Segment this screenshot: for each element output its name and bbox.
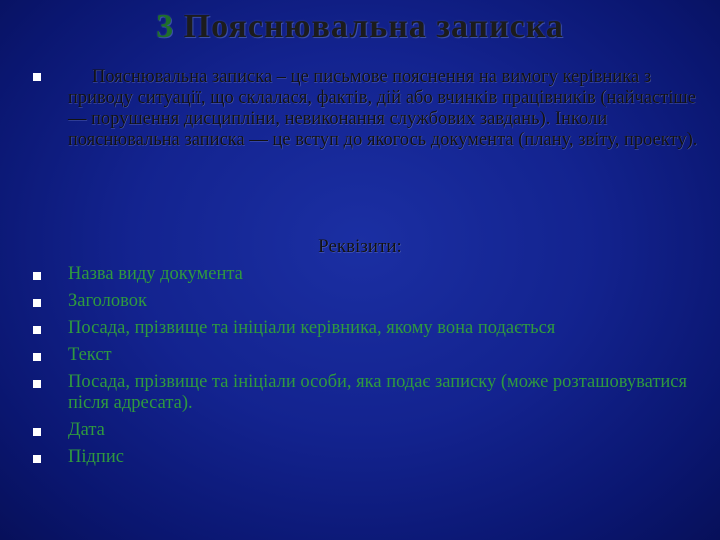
list-item: Заголовок: [68, 291, 147, 311]
list-item: Посада, прізвище та ініціали керівника, якому вона подається: [68, 318, 556, 338]
list-item: Назва виду документа: [68, 264, 243, 284]
bullet-icon: [33, 299, 41, 307]
list-item: Текст: [68, 345, 112, 365]
slide-title: [0, 8, 720, 46]
bullet-icon: [33, 455, 41, 463]
paragraph-text: Пояснювальна записка – це письмове пояснення на вимогу керівника з приводу ситуації, що склалася, фактів, дій або вчинків працівників (найчастіше — порушення дисципліни, невиконання службових завдань). Інколи пояснювальна записка — це вступ до якогось документа (плану, звіту, проекту).: [68, 67, 698, 150]
bullet-icon: [33, 380, 41, 388]
bullet-icon: [33, 73, 41, 81]
title-text: Пояснювальна записка: [183, 8, 564, 45]
title-number: 3: [156, 8, 175, 45]
bullet-icon: [33, 272, 41, 280]
list-item: Дата: [68, 420, 105, 440]
requisites-heading: Реквізити:: [318, 236, 402, 257]
bullet-icon: [33, 353, 41, 361]
bullet-icon: [33, 326, 41, 334]
intro-paragraph: [68, 67, 698, 151]
list-item: Посада, прізвище та ініціали особи, яка подає записку (може розташовуватися після адресата).: [68, 372, 688, 413]
list-item: Підпис: [68, 447, 124, 467]
bullet-icon: [33, 428, 41, 436]
